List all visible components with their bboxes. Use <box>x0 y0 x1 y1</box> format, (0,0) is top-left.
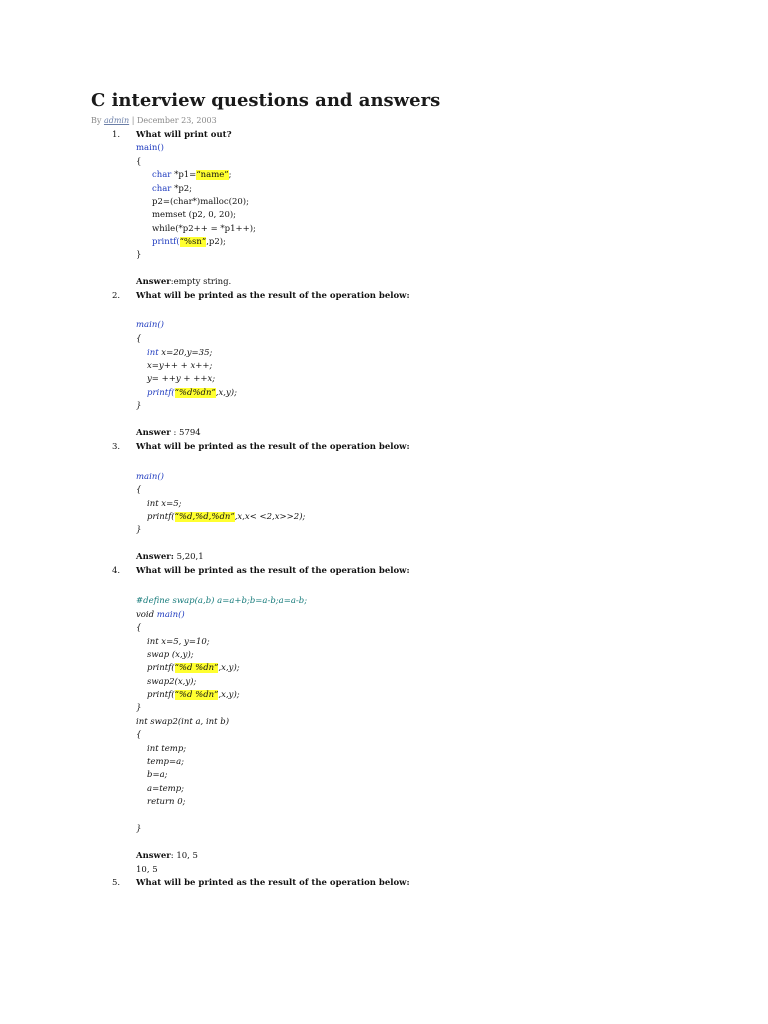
code-text: printf( <box>147 512 175 522</box>
string-literal: “%sn” <box>179 237 207 247</box>
code-line: main() <box>136 472 164 482</box>
question-number: 3. <box>112 442 121 452</box>
byline-prefix: By <box>91 116 102 125</box>
code-text: ; <box>228 170 232 180</box>
page-title: C interview questions and answers <box>91 90 441 111</box>
question-text: What will be printed as the result of the operation below: <box>136 291 410 301</box>
code-line <box>147 690 240 701</box>
code-line: main() <box>136 143 164 153</box>
answer <box>136 552 204 562</box>
code-text: ,x,y); <box>215 388 237 398</box>
answer-text: : 10, 5 <box>170 851 198 861</box>
code-line: int x=5; <box>147 499 182 509</box>
answer-continuation: 10, 5 <box>136 865 158 875</box>
question-number: 1. <box>112 130 121 140</box>
code-line: memset (p2, 0, 20); <box>152 210 237 220</box>
code-line <box>152 184 192 195</box>
code-line: { <box>136 485 142 495</box>
code-line: } <box>136 401 142 411</box>
string-literal: “name” <box>196 170 229 180</box>
code-text: *p1= <box>171 170 197 180</box>
question-text: What will be printed as the result of the operation below: <box>136 566 410 576</box>
code-line: return 0; <box>147 797 186 807</box>
code-text: ,p2); <box>206 237 226 247</box>
code-line: int temp; <box>147 744 187 754</box>
code-line <box>147 388 237 399</box>
question-text: What will be printed as the result of the operation below: <box>136 442 410 452</box>
code-line: temp=a; <box>147 757 185 767</box>
answer <box>136 428 201 438</box>
question-number: 2. <box>112 291 121 301</box>
code-line: main() <box>136 320 164 330</box>
code-line: int swap2(int a, int b) <box>136 717 230 727</box>
answer-label: Answer <box>136 277 171 287</box>
string-literal: “%d,%d,%dn” <box>174 512 235 522</box>
code-line <box>147 663 240 674</box>
byline <box>91 116 217 125</box>
code-line <box>152 170 232 181</box>
answer-text: : 5794 <box>170 428 201 438</box>
code-line: swap (x,y); <box>147 650 194 660</box>
code-line: a=temp; <box>147 784 185 794</box>
code-line: p2=(char*)malloc(20); <box>152 197 249 207</box>
code-line: } <box>136 525 142 535</box>
code-line <box>147 348 212 359</box>
code-line: while(*p2++ = *p1++); <box>152 224 256 234</box>
code-line: x=y++ + x++; <box>147 361 213 371</box>
answer-text: :empty string. <box>170 277 232 287</box>
code-line: #define swap(a,b) a=a+b;b=a-b;a=a-b; <box>136 596 308 606</box>
string-literal: “%d%dn” <box>174 388 216 398</box>
code-line: } <box>136 703 142 713</box>
question-number: 5. <box>112 878 121 888</box>
code-line <box>136 610 185 621</box>
code-keyword: main() <box>156 610 185 620</box>
answer-text: 5,20,1 <box>173 552 204 562</box>
code-text: printf( <box>147 663 175 673</box>
code-text: ,x,x< <2,x>>2); <box>234 512 306 522</box>
code-text: void <box>136 610 157 620</box>
code-line: b=a; <box>147 770 168 780</box>
code-text: x=20,y=35; <box>158 348 213 358</box>
code-line: { <box>136 334 142 344</box>
byline-separator: | <box>131 116 135 125</box>
code-keyword: printf( <box>147 388 175 398</box>
string-literal: “%d %dn” <box>174 690 219 700</box>
author-link[interactable]: admin <box>103 116 130 125</box>
code-keyword: printf( <box>152 237 180 247</box>
post-date: December 23, 2003 <box>136 116 217 125</box>
code-keyword: int <box>147 348 159 358</box>
code-line: int x=5, y=10; <box>147 637 210 647</box>
code-line <box>152 237 226 248</box>
answer-label: Answer <box>136 428 171 438</box>
answer-label: Answer <box>136 851 171 861</box>
answer <box>136 277 231 287</box>
code-line: { <box>136 623 142 633</box>
code-keyword: char <box>152 170 172 180</box>
code-text: printf( <box>147 690 175 700</box>
answer-label: Answer: <box>136 552 174 562</box>
code-line <box>147 512 305 523</box>
code-text: ,x,y); <box>218 690 240 700</box>
code-text: ,x,y); <box>218 663 240 673</box>
code-keyword: char <box>152 184 172 194</box>
answer <box>136 851 198 861</box>
code-line: swap2(x,y); <box>147 677 197 687</box>
code-line: y= ++y + ++x; <box>147 374 216 384</box>
code-line: } <box>136 250 142 260</box>
code-line: } <box>136 824 142 834</box>
code-text: *p2; <box>171 184 193 194</box>
code-line: { <box>136 157 142 167</box>
string-literal: “%d %dn” <box>174 663 219 673</box>
question-text: What will print out? <box>136 130 232 140</box>
question-text: What will be printed as the result of the operation below: <box>136 878 410 888</box>
code-line: { <box>136 730 142 740</box>
question-number: 4. <box>112 566 121 576</box>
